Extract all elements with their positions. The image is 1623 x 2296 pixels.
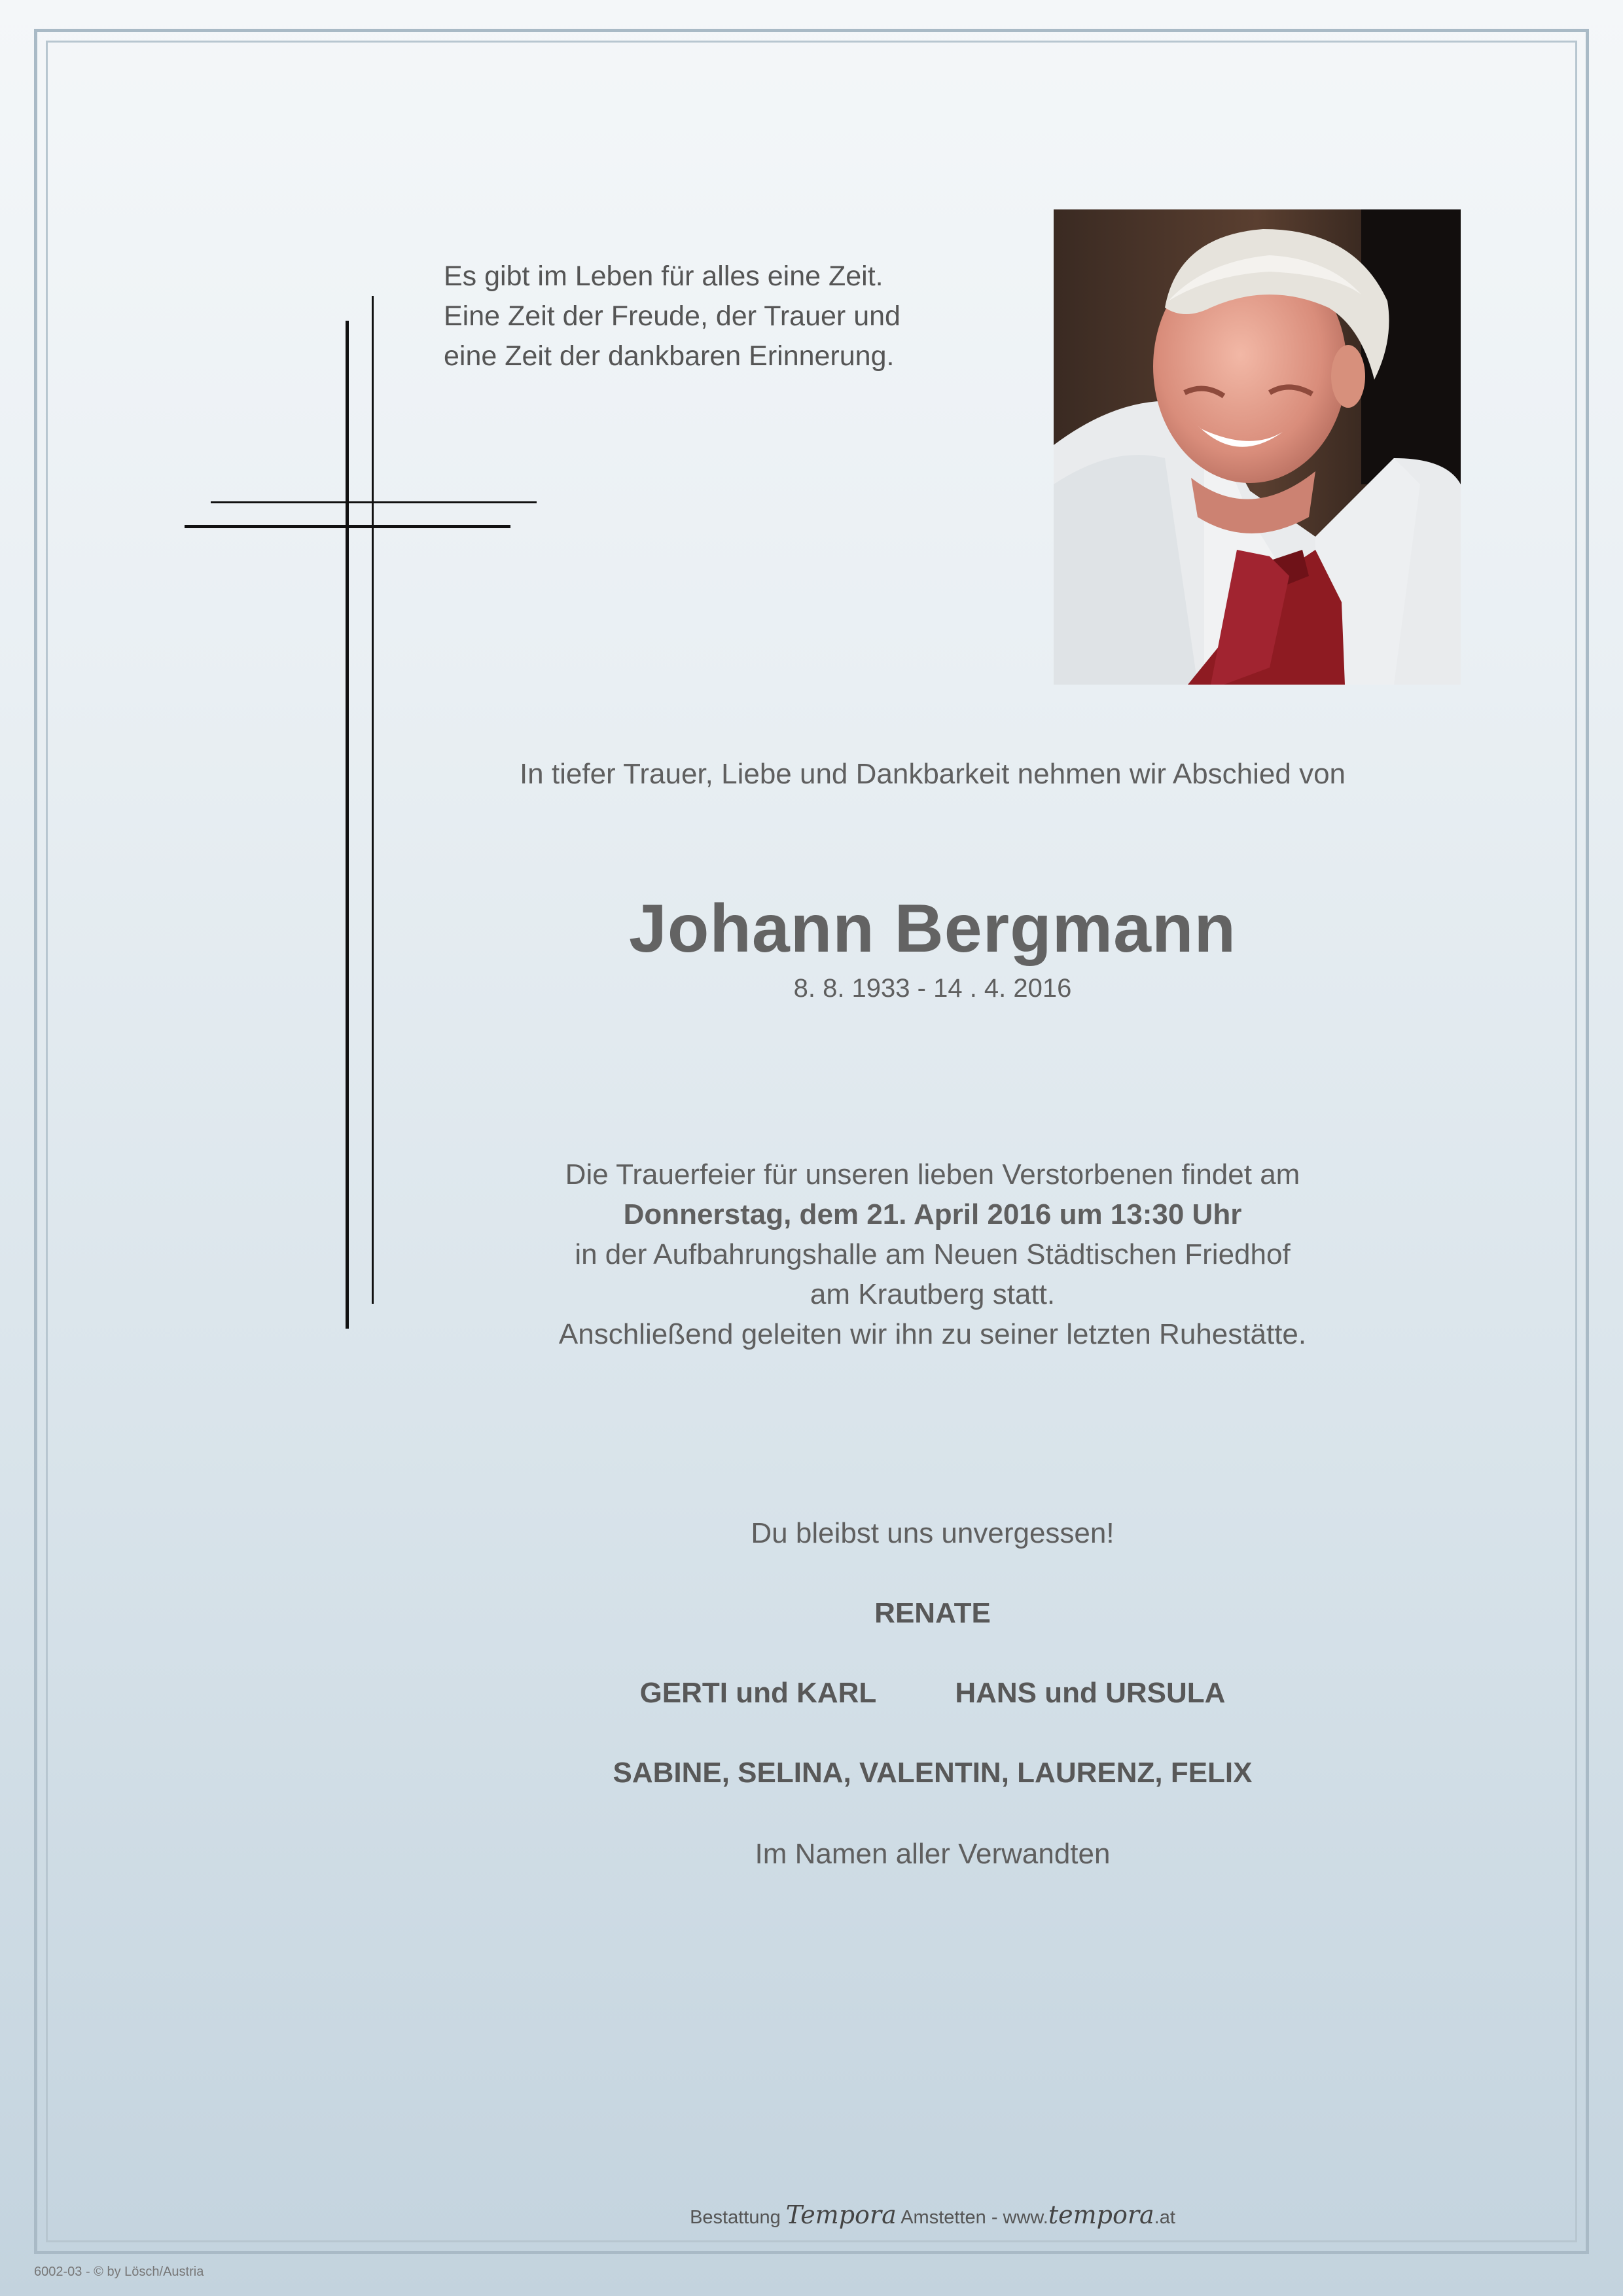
brand-web-logo: tempora bbox=[1048, 2200, 1154, 2229]
funeral-home-footer bbox=[471, 2200, 1394, 2229]
deceased-name: Johann Bergmann bbox=[629, 891, 1236, 967]
poem-line: Eine Zeit der Freude, der Trauer und bbox=[444, 300, 901, 332]
life-dates: 8. 8. 1933 - 14 . 4. 2016 bbox=[793, 974, 1072, 1003]
copyright-text: 6002-03 - © by Lösch/Austria bbox=[34, 2265, 204, 2279]
poem-text bbox=[444, 257, 1033, 376]
mourner-children bbox=[471, 1677, 1394, 1710]
mourner-child: HANS und URSULA bbox=[955, 1677, 1226, 1709]
ceremony-line: am Krautberg statt. bbox=[810, 1278, 1056, 1310]
ceremony-details bbox=[471, 1155, 1394, 1354]
mourner-grandchildren: SABINE, SELINA, VALENTIN, LAURENZ, FELIX bbox=[613, 1757, 1253, 1789]
brand-logo: Tempora bbox=[785, 2200, 897, 2229]
ceremony-line: Anschließend geleiten wir ihn zu seiner letzten Ruhestätte. bbox=[558, 1318, 1307, 1350]
portrait-photo bbox=[1054, 209, 1461, 685]
farewell-text: Du bleibst uns unvergessen! bbox=[751, 1517, 1115, 1549]
ceremony-line: Die Trauerfeier für unseren lieben Verstorbenen findet am bbox=[565, 1158, 1300, 1191]
mourner-spouse: RENATE bbox=[874, 1597, 991, 1629]
poem-line: eine Zeit der dankbaren Erinnerung. bbox=[444, 340, 895, 372]
footer-prefix: Bestattung bbox=[690, 2207, 781, 2228]
ceremony-date: Donnerstag, dem 21. April 2016 um 13:30 Uhr bbox=[623, 1198, 1242, 1230]
poem-line: Es gibt im Leben für alles eine Zeit. bbox=[444, 260, 883, 292]
mourner-child: GERTI und KARL bbox=[639, 1677, 877, 1709]
footer-domain: .at bbox=[1154, 2207, 1175, 2228]
ceremony-line: in der Aufbahrungshalle am Neuen Städtischen Friedhof bbox=[575, 1238, 1291, 1270]
intro-text: In tiefer Trauer, Liebe und Dankbarkeit nehmen wir Abschied von bbox=[519, 758, 1346, 790]
relatives-text: Im Namen aller Verwandten bbox=[755, 1838, 1111, 1870]
footer-suffix: Amstetten - www. bbox=[901, 2207, 1048, 2228]
